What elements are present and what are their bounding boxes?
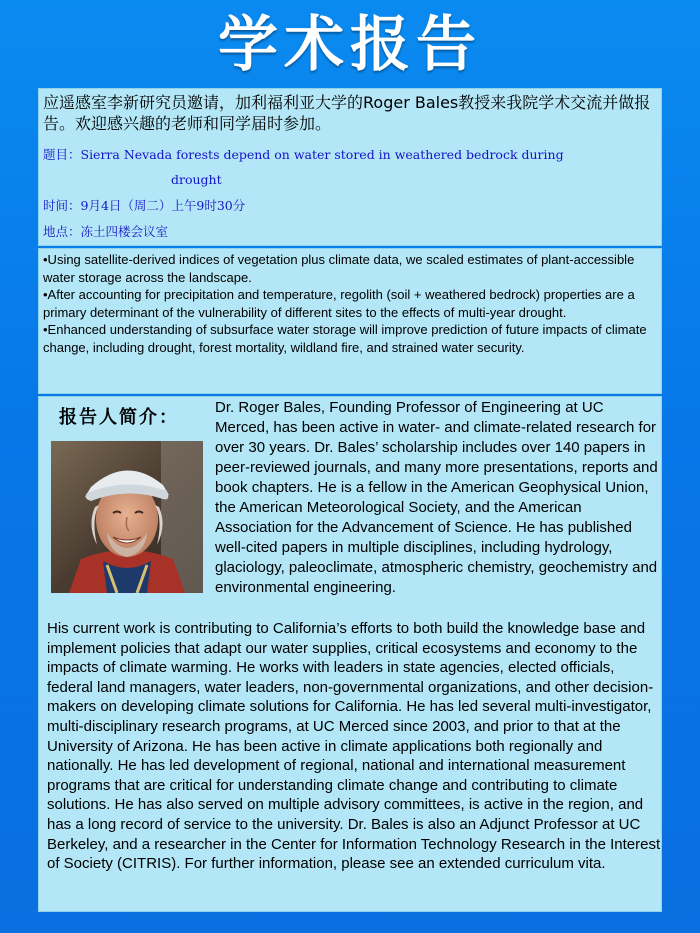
poster-title: 学术报告 [218, 10, 482, 80]
speaker-bio-intro: Dr. Roger Bales, Founding Professor of Engineering at UC Merced, has been active in water- and climate-related research for over 30 years. Dr. Bales’ scholarship includes over 140 papers in peer-reviewed journals, and many more presentations, reports and book chapters. He is a fellow in the American Geophysical Union, the American Meteorological Society, and the American Association for the Advancement of Science. He has published well-cited papers in multiple disciplines, including hydrology, glaciology, paleoclimate, atmospheric chemistry, geochemistry and environmental engineering. [215, 399, 658, 596]
talk-topic: 题目：Sierra Nevada forests depend on water stored in weathered bedrock during [43, 147, 564, 162]
talk-location: 地点：冻土四楼会议室 [43, 224, 169, 239]
abstract-bullet: •Enhanced understanding of subsurface water storage will improve prediction of future impacts of climate change, including drought, forest mortality, wildland fire, and strained water security. [43, 322, 647, 355]
speaker-bio-panel [38, 396, 662, 912]
talk-topic-continued: drought [171, 172, 222, 187]
speaker-photo [51, 441, 203, 593]
speaker-heading: 报告人简介： [59, 407, 179, 428]
speaker-bio-details: His current work is contributing to California’s efforts to both build the knowledge base and implement policies that adapt our water supplies, critical ecosystems and economy to the impacts of climate warming. He works with leaders in state agencies, elected officials, federal land managers, water leaders, non-governmental organizations, and other decision-makers on developing climate solutions for California. He has led several multi-investigator, multi-disciplinary research programs, at UC Merced since 2003, and prior to that at the University of Arizona. He has been active in climate applications both regionally and nationally. He has led development of regional, national and international measurement programs that are critical for understanding climate change and contributing to climate solutions. He has also served on multiple advisory committees, is active in the region, and has a long record of service to the university. Dr. Bales is also an Adjunct Professor at UC Berkeley, and a researcher in the Center for Information Technology Research in the Interest of Society (CITRIS). For further information, please see an extended curriculum vita. [47, 620, 661, 873]
abstract-panel [38, 248, 662, 394]
invitation-text: 应遥感室李新研究员邀请，加利福利亚大学的Roger Bales教授来我院学术交流并做报告。欢迎感兴趣的老师和同学届时参加。 [43, 93, 651, 133]
abstract-bullet: •Using satellite-derived indices of vegetation plus climate data, we scaled estimates of plant-accessible water storage across the landscape. [43, 252, 635, 285]
speaker-portrait-illustration [51, 441, 203, 593]
event-info-panel [38, 88, 662, 246]
talk-time: 时间：9月4日（周二）上午9时30分 [43, 198, 246, 213]
abstract-bullet: •After accounting for precipitation and temperature, regolith (soil + weathered bedrock) properties are a primary determinant of the vulnerability of different sites to the effects of multi-year drought. [43, 287, 635, 320]
